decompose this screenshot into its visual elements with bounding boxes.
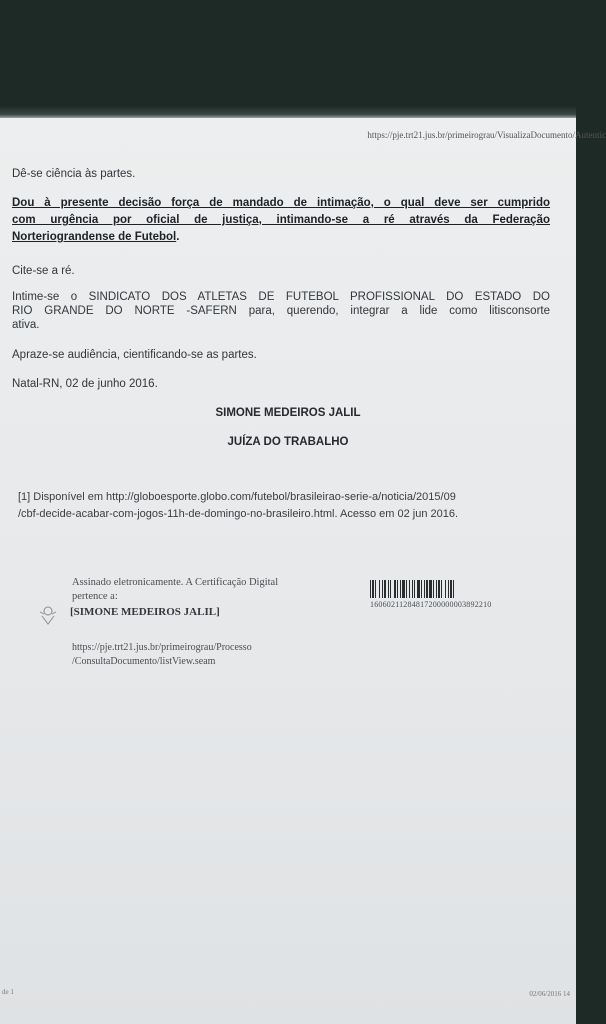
date-text: Natal-RN, 02 de junho 2016. xyxy=(12,378,158,390)
barcode-number: 16060211284817200000003892210 xyxy=(370,600,492,609)
sig-line-2: pertence a: xyxy=(72,591,118,602)
consulta-url-line-1: https://pje.trt21.jus.br/primeirograu/Processo xyxy=(72,642,252,653)
decision-line-3-text: Norteriograndense de Futebol xyxy=(12,231,177,243)
decision-line-1: Dou à presente decisão força de mandado de intimação, o qual deve ser cumprido xyxy=(12,197,550,209)
footer-date: 02/06/2016 14 xyxy=(529,990,570,998)
signer-name: SIMONE MEDEIROS JALIL xyxy=(215,407,361,419)
sig-line-1: Assinado eletronicamente. A Certificação Digital xyxy=(72,577,279,588)
signer-title: JUÍZA DO TRABALHO xyxy=(227,436,349,448)
header-url: https://pje.trt21.jus.br/primeirograu/VisualizaDocumento/Autentic xyxy=(367,130,606,140)
footnote-line-1: [1] Disponível em http://globoesporte.globo.com/futebol/brasileirao-serie-a/noticia/2015/09 xyxy=(18,491,456,503)
consulta-url-line-2: /ConsultaDocumento/listView.seam xyxy=(72,656,216,667)
document-page xyxy=(0,118,606,1024)
footnote-line-2: /cbf-decide-acabar-com-jogos-11h-de-domingo-no-brasileiro.html. Acesso em 02 jun 2016. xyxy=(18,508,459,520)
coat-of-arms-icon xyxy=(38,604,58,626)
apraze-text: Apraze-se audiência, cientificando-se as partes. xyxy=(12,349,257,361)
intime-line-1: Intime-se o SINDICATO DOS ATLETAS DE FUTEBOL PROFISSIONAL DO ESTADO DO xyxy=(12,291,550,303)
decision-line-3-period: . xyxy=(176,231,180,243)
ciencia-text: Dê-se ciência às partes. xyxy=(12,168,136,180)
barcode xyxy=(370,580,546,598)
sig-name: [SIMONE MEDEIROS JALIL] xyxy=(70,606,220,618)
intime-line-3: ativa. xyxy=(12,319,40,331)
cite-text: Cite-se a ré. xyxy=(12,265,75,277)
page-number: de 1 xyxy=(2,988,14,996)
intime-line-2: RIO GRANDE DO NORTE -SAFERN para, querendo, integrar a lide como litisconsorte xyxy=(12,305,550,317)
decision-line-2: com urgência por oficial de justiça, intimando-se a ré através da Federação xyxy=(12,214,550,226)
decision-line-3 xyxy=(12,230,179,244)
